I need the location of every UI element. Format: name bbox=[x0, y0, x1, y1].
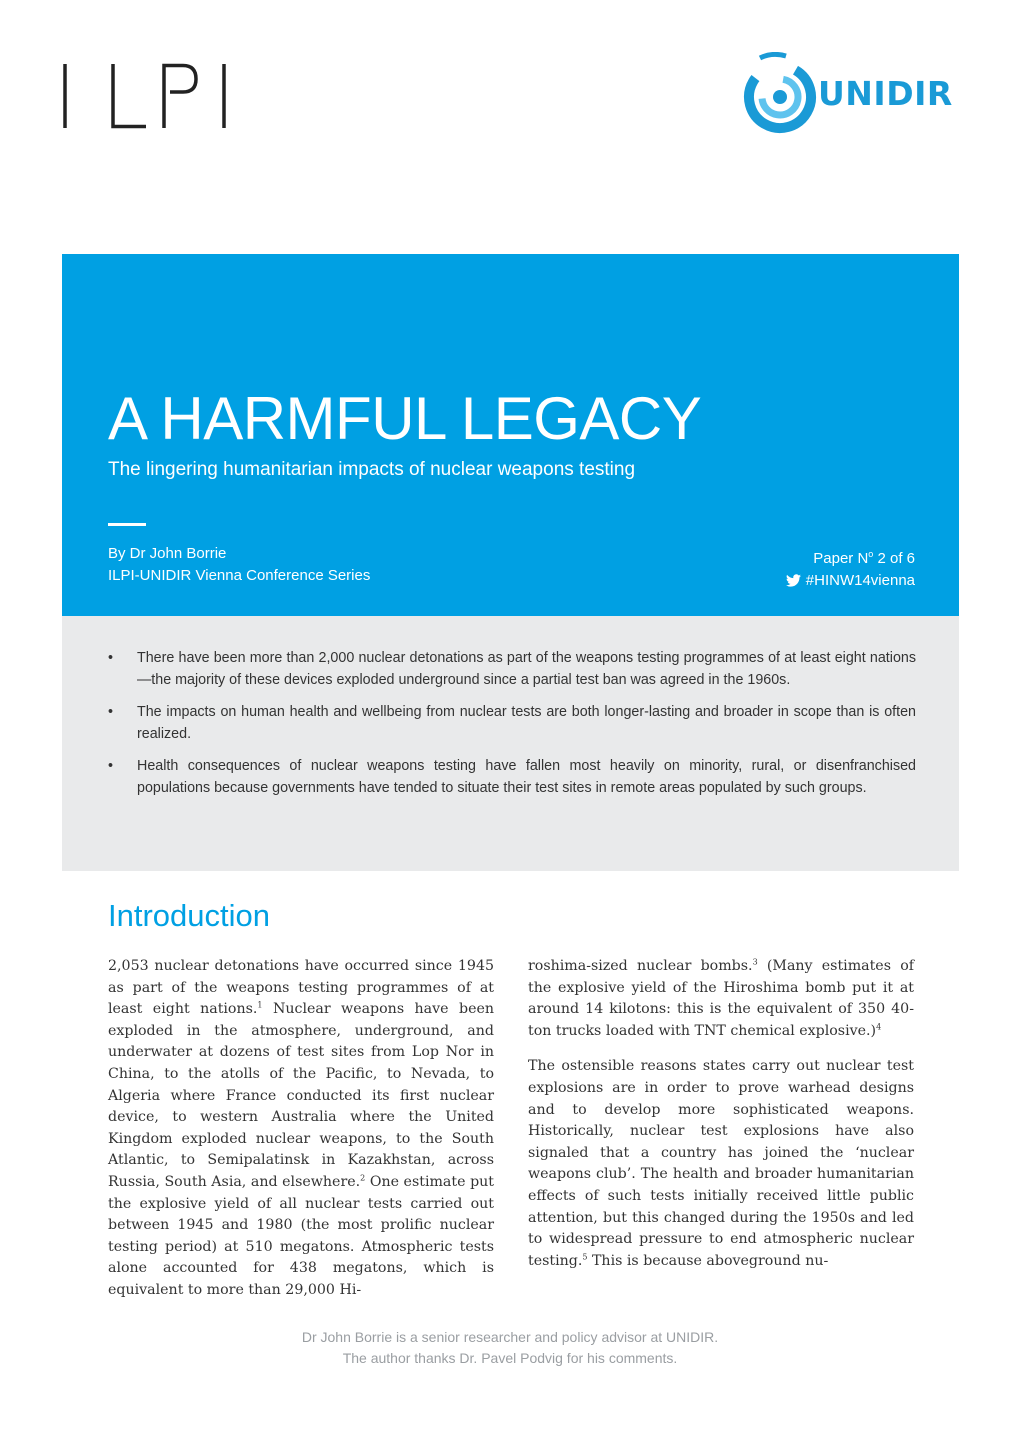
text-run: The ostensible reasons states carry out nuclear test explosions are in order to prove warhead designs and to develop more sophisticated weapons. Historically, nuclear test explosions have also signaled that a country has joined the ‘nuclear weapons club’. The health and broader humanitarian effects of such tests initially received little public attention, but this changed during the 1950s and led to widespread pressure to end atmospheric nuclear testing. bbox=[528, 1058, 914, 1269]
title-divider bbox=[108, 523, 146, 526]
body-column-right bbox=[528, 956, 914, 1286]
ilpi-logo bbox=[62, 62, 228, 130]
key-point bbox=[108, 756, 916, 799]
author-block bbox=[108, 543, 370, 587]
bullet-marker: • bbox=[108, 758, 114, 774]
body-paragraph bbox=[108, 956, 494, 1302]
paper-info-block bbox=[786, 543, 915, 592]
footnote-ref-2[interactable]: 2 bbox=[360, 1173, 366, 1183]
text-run: (Many estimates of the explosive yield of the Hiroshima bomb put it at around 14 kilotons: this is the equivalent of 350 40-ton trucks loaded with TNT chemical explosive.) bbox=[528, 958, 915, 1039]
introduction-heading: Introduction bbox=[108, 898, 270, 933]
key-point bbox=[108, 648, 916, 691]
key-point bbox=[108, 702, 916, 745]
body-paragraph bbox=[528, 1056, 914, 1272]
document-title: A HARMFUL LEGACY bbox=[108, 385, 702, 452]
unidir-logo bbox=[742, 52, 962, 142]
footer-line: Dr John Borrie is a senior researcher and policy advisor at UNIDIR. bbox=[301, 1329, 719, 1345]
key-points-list bbox=[108, 648, 916, 810]
key-point-text: There have been more than 2,000 nuclear detonations as part of the weapons testing programmes of at least eight nations—the majority of these devices exploded underground since a partial test ban was agreed in the 1960s. bbox=[137, 650, 916, 688]
ilpi-logo-mark bbox=[62, 62, 228, 130]
text-run: This is because aboveground nu- bbox=[587, 1252, 829, 1269]
series-name: ILPI-UNIDIR Vienna Conference Series bbox=[108, 567, 371, 584]
paper-number bbox=[786, 543, 915, 570]
unidir-emblem-icon bbox=[742, 52, 818, 142]
unidir-wordmark: UNIDIR bbox=[818, 74, 953, 113]
bullet-marker: • bbox=[108, 704, 114, 720]
hashtag-row bbox=[786, 570, 915, 592]
body-paragraph bbox=[528, 956, 914, 1042]
footer-line: The author thanks Dr. Pavel Podvig for his comments. bbox=[342, 1350, 678, 1366]
text-run: roshima-sized nuclear bombs. bbox=[528, 958, 753, 974]
text-run: 2,053 nuclear detonations have occurred since 1945 as part of the weapons testing programmes of at least eight nations. bbox=[108, 958, 494, 1018]
text-run: Nuclear weapons have been exploded in the atmosphere, underground, and underwater at dozens of test sites from Lop Nor in China, to the atolls of the Pacific, to Nevada, to Algeria where France conducted its first nuclear device, to western Australia where the United Kingdom exploded nuclear weapons, to the South Atlantic, to Semipalatinsk in Kazakhstan, across Russia, South Asia, and elsewhere. bbox=[108, 1001, 494, 1190]
title-banner bbox=[62, 254, 959, 616]
key-point-text: The impacts on human health and wellbeing from nuclear tests are both longer-lasting and broader in scope than is often realized. bbox=[137, 704, 916, 742]
body-column-left bbox=[108, 956, 494, 1316]
footnote-ref-5[interactable]: 5 bbox=[582, 1251, 588, 1261]
key-points-box bbox=[62, 616, 959, 871]
author-name: By Dr John Borrie bbox=[108, 545, 227, 562]
twitter-icon bbox=[786, 574, 801, 587]
key-point-text: Health consequences of nuclear weapons testing have fallen most heavily on minority, rural, or disenfranchised populations because governments have tended to situate their test sites in remote areas populated by such groups. bbox=[137, 758, 916, 796]
text-run: One estimate put the explosive yield of all nuclear tests carried out between 1945 and 1980 (the most prolific nuclear testing period) at 510 megatons. Atmospheric tests alone accounted for 438 megatons, which is equivalent to more than 29,000 Hi- bbox=[108, 1173, 494, 1298]
author-note-footer bbox=[0, 1327, 1020, 1369]
paper-number-prefix: Paper N bbox=[813, 550, 869, 567]
paper-number-suffix: 2 of 6 bbox=[873, 550, 915, 567]
footnote-ref-4[interactable]: 4 bbox=[876, 1022, 882, 1032]
bullet-marker: • bbox=[108, 650, 114, 666]
paper-number-sup: o bbox=[868, 549, 874, 559]
footnote-ref-3[interactable]: 3 bbox=[752, 957, 758, 967]
footnote-ref-1[interactable]: 1 bbox=[257, 1000, 263, 1010]
document-subtitle: The lingering humanitarian impacts of nuclear weapons testing bbox=[108, 459, 636, 480]
hashtag[interactable]: #HINW14vienna bbox=[805, 572, 915, 589]
